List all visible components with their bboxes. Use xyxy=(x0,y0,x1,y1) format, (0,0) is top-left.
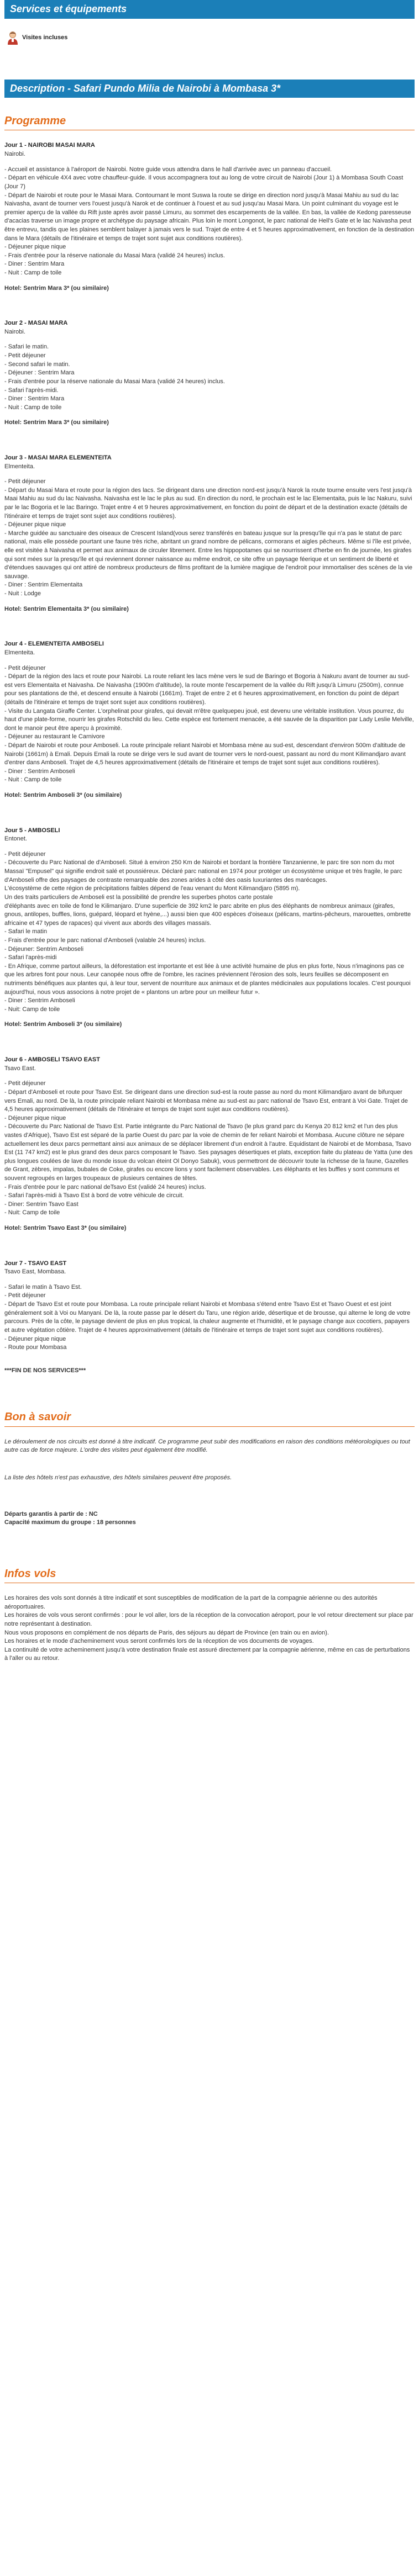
day-line: - Départ de Tsavo Est et route pour Mombasa. La route principale reliant Nairobi et Mombasa s'étend entre Tsavo Est et Tsavo Ouest et est joint généralement soit à Voi ou Manyani. De là, la route passe par le désert du Taru, une région aride, désertique et de brousse, qui alterne le long de votre parcours. Près de la côte, le paysage devient de plus en plus tropical, la chaleur augmente et l'humidité, et le paysage change aux cocotiers, papayers et autre végétation côtière. Trajet de 4 heures approximativement (détails de l'itinéraire et temps de trajet sont sujet aux conditions routières). xyxy=(4,1301,411,1334)
bon-a-savoir-divider xyxy=(4,1426,415,1427)
day-location: Tsavo East, Mombasa. xyxy=(4,1268,66,1276)
day-line: - Petit déjeuner xyxy=(4,664,46,671)
day-title: Jour 6 - AMBOSELI TSAVO EAST xyxy=(4,1056,100,1064)
infos-vols-line: Nous vous proposons en complément de nos départs de Paris, des séjours au départ de Province (en train ou en avion). xyxy=(4,1629,329,1636)
day-line: - Accueil et assistance à l'aéroport de Nairobi. Notre guide vous attendra dans le hall d'arrivée avec un panneau d'accueil. xyxy=(4,166,332,173)
infos-vols-line: Les horaires de vols vous seront confirmés : pour le vol aller, lors de la réception de la convocation aéroport, pour le vol retour directement sur place par notre représentant à destination. xyxy=(4,1612,413,1627)
day-line: - Départ de Nairobi et route pour Amboseli. La route principale reliant Nairobi et Mombasa mène au sud-est, descendant d'environ 500m d'altitude de Nairobi (1661m) à Emali. Depuis Emali la route se dirige vers le sud avant de tourner vers le nord-ouest, passant au nord du mont Kilimandjaro avant d'entrer dans Amboseli. Trajet de 4,5 heures approximativement (détails de l'itinéraire et temps de trajet sont sujet aux conditions routières). xyxy=(4,742,406,766)
day-title: Jour 3 - MASAI MARA ELEMENTEITA xyxy=(4,454,112,461)
day-hotel: Hotel: Sentrim Amboseli 3* (ou similaire) xyxy=(4,1021,122,1028)
day-line: - Safari l'après-midi. xyxy=(4,387,59,394)
day-block xyxy=(4,1260,415,1360)
day-line: - Diner : Sentrim Mara xyxy=(4,395,65,403)
day-line: - Découverte du Parc National de Tsavo Est. Partie intégrante du Parc National de Tsavo (le plus grand parc du Kenya 20 812 km2 et l'un des plus vastes d'Afrique), Tsavo Est est séparé de la partie Ouest du parc par la voie de chemin de fer reliant Nairobi et Mombasa. Aucune clôture ne sépare actuellement les deux parcs permettant ainsi aux animaux de se déplacer librement d'un endroit à l'autre. Equidistant de Nairobi et de Mombasa, Tsavo Est (11 747 km2) est le plus grand des deux parcs composant le Tsavo. Ses paysages désertiques et plats, exception faite du plateau de Yatta (une des plus longues coulées de lave du monde issue du volcan éteint Ol Donyo Sabuk), vous permettront de découvrir toute la richesse de la faune, Gazelles de Grant, zèbres, impalas, bubales de Coke, girafes ou encore lions y sont facilement observables. Les éléphants et les buffles y sont communs et souvent regroupés en larges troupeaux de plusieurs centaines de têtes. xyxy=(4,1123,413,1182)
day-block xyxy=(4,454,415,613)
day-line: Un des traits particuliers de Amboseli est la possibilité de prendre les superbes photos carte postale xyxy=(4,893,273,901)
programme-days xyxy=(4,141,415,1360)
day-line: - Second safari le matin. xyxy=(4,361,70,368)
departs-garantis: Départs garantis à partir de : NC xyxy=(4,1510,98,1517)
day-line: - Safari le matin xyxy=(4,928,48,935)
day-hotel: Hotel: Sentrim Tsavo East 3* (ou similaire) xyxy=(4,1225,127,1232)
day-line: - Route pour Mombasa xyxy=(4,1344,67,1351)
infos-vols-line: Les horaires et le mode d'acheminement vous seront confirmés lors de la réception de vos documents de voyages. xyxy=(4,1638,314,1645)
day-line: - Frais d'entrée pour la réserve nationale du Masai Mara (validé 24 heures) inclus. xyxy=(4,378,225,385)
day-line: - Diner : Sentrim Amboseli xyxy=(4,997,75,1004)
infos-vols-line: Les horaires des vols sont donnés à titre indicatif et sont susceptibles de modification de la part de la compagnie aérienne ou des autorités aéroportuaires. xyxy=(4,1595,378,1610)
day-line: - Nuit : Camp de toile xyxy=(4,776,62,784)
day-hotel: Hotel: Sentrim Amboseli 3* (ou similaire) xyxy=(4,792,122,799)
day-line: - Diner : Sentrim Mara xyxy=(4,261,65,268)
bon-a-savoir-para-2: La liste des hôtels n'est pas exhaustive, des hôtels similaires peuvent être proposés. xyxy=(4,1474,232,1481)
day-line: - Nuit : Lodge xyxy=(4,590,41,597)
day-line: - Petit déjeuner xyxy=(4,478,46,485)
day-line: - Déjeuner: Sentrim Amboseli xyxy=(4,945,84,953)
infos-vols-lines xyxy=(4,1594,415,1663)
day-title: Jour 2 - MASAI MARA xyxy=(4,320,68,327)
day-line: - Départ d'Amboseli et route pour Tsavo Est. Se dirigeant dans une direction sud-est la route passe au nord du mont Kilimandjaro avant de bifurquer vers Emali, au nord. De là, la route principale reliant Nairobi et Mombasa mène au sud-est au parc national de Tsavo Est, entrant à Voi Gate. Trajet de 4,5 heures approximativement (détails de l'itinéraire et temps de trajet sont sujet aux conditions routières). xyxy=(4,1088,408,1113)
day-line: - Safari le matin. xyxy=(4,343,49,351)
day-block xyxy=(4,1056,415,1233)
day-title: Jour 5 - AMBOSELI xyxy=(4,827,60,834)
day-line: L'écosystème de cette région de précipitations faibles dépend de l'eau venant du Mont Kilimandjaro (5895 m). xyxy=(4,885,300,892)
day-line: - Départ en véhicule 4X4 avec votre chauffeur-guide. Il vous accompagnera tout au long de votre circuit de Nairobi (Jour 1) à Mombasa South Coast (Jour 7) xyxy=(4,174,404,190)
day-line: - Déjeuner : Sentrim Mara xyxy=(4,369,75,377)
services-item xyxy=(4,19,415,60)
programme-title: Programme xyxy=(4,115,66,128)
day-hotel: Hotel: Sentrim Elementaita 3* (ou similaire) xyxy=(4,605,129,612)
day-line: d'éléphants avec en toile de fond le Kilimanjaro. D'une superficie de 392 km2 le parc abrite en plus des éléphants de nombreux animaux (girafes, gnous, antilopes, buffles, lions, guépard, léopard et hyène,...) aussi bien que 400 espèces d'oiseaux (pélicans, martins-pêcheurs, marouettes, ombrette africaine et 47 types de rapaces) qui vivent aux abords des villages massaïs. xyxy=(4,902,411,927)
day-location: Tsavo East. xyxy=(4,1065,36,1072)
day-line: - Safari l'après-midi xyxy=(4,954,57,961)
bon-a-savoir-title: Bon à savoir xyxy=(4,1411,71,1424)
day-hotel: Hotel: Sentrim Mara 3* (ou similaire) xyxy=(4,284,109,292)
infos-vols-title: Infos vols xyxy=(4,1567,56,1580)
day-line: - Marche guidée au sanctuaire des oiseaux de Crescent Island(vous serez transférés en bateau jusque sur la presqu'île qui n'a pas le statut de parc national, mais elle possède pourtant une faune très riche, abritant un grand nombre de pélicans, cormorans et aigles pêcheurs. Même si l'île est privée, elle est visitée à Naivasha et permet aux animaux de circuler librement. Entre les hippopotames qui se nourrissent d'herbe en fin de journée, les girafes qui sont mées sur la presqu'île et qui reviennent donner naissance au même endroit, ce site offre un paysage féerique et un sentiment de liberté et d'étendues sauvages qui ont attiré de nombreux producteurs de films profitant de la lumière magique de l'endroit pour immortaliser des scènes de la vie sauvage. xyxy=(4,530,412,580)
day-location: Elmenteita. xyxy=(4,463,35,470)
capacite-groupe: Capacité maximum du groupe : 18 personnes xyxy=(4,1519,136,1526)
day-line: - Petit déjeuner xyxy=(4,352,46,359)
description-header: Description - Safari Pundo Milia de Nairobi à Mombasa 3* xyxy=(4,80,415,98)
day-line: - Déjeuner pique nique xyxy=(4,244,66,251)
day-line: - Départ de la région des lacs et route pour Nairobi. La route reliant les lacs mène vers le sud de Baringo et Bogoria à Nakuru avant de tourner au sud-est vers Elementaita et Naivasha. De Naivasha (1900m d'altitude), la route monte l'escarpement de la vallée du Rift jusqu'à Limuru (2500m), connue pour ses plantations de thé, et descend ensuite à Nairobi (1661m). Trajet de entre 2 et 6 heures approximativement, en fonction du point de départ (détails de l'itinéraire et temps de trajet sont sujet aux conditions routières). xyxy=(4,673,410,706)
day-block xyxy=(4,640,415,800)
end-note: ***FIN DE NOS SERVICES*** xyxy=(4,1367,86,1374)
day-line: - Safari l'après-midi à Tsavo Est à bord de votre véhicule de circuit. xyxy=(4,1192,184,1199)
day-line: - Déjeuner pique nique xyxy=(4,1114,66,1122)
services-header: Services et équipements xyxy=(4,0,415,19)
day-line: - En Afrique, comme partout ailleurs, la déforestation est importante et est liée à une activité humaine de plus en plus forte, Nous n'imaginons pas ce que les arbres font pour nous. Leur canopée nous offre de l'ombre, les racines préviennent l'érosion des sols, leurs feuilles se décomposent en nutriments bénéfiques aux plantes qui, à leur tour, servent de nourriture aux animaux et de plantes médicinales aux populations locales. C'est pourquoi aujourd'hui, nous vous associons à notre projet de « plantons un arbre pour un meilleur futur ». xyxy=(4,962,411,996)
day-line: - Petit déjeuner xyxy=(4,1080,46,1087)
day-line: - Diner : Sentrim Amboseli xyxy=(4,768,75,775)
day-line: - Départ du Masai Mara et route pour la région des lacs. Se dirigeant dans une direction nord-est jusqu'à Narok la route tourne ensuite vers l'est jusqu'à Maai Mahiu au sud du lac Naivasha. Naivasha est le lac le plus au sud. En direction du nord, le prochain est le lac Elementaita, puis le lac Nakuru, suivi par le lac Bogoria et le lac Baringo. Trajet entre 4 et 9 heures approximativement, en fonction du point de départ et de la destination exacte (détails de l'itinéraire et temps de trajet sont sujet aux conditions routières). xyxy=(4,486,412,520)
day-line: - Nuit : Camp de toile xyxy=(4,269,62,277)
infos-vols-line: La continuité de votre acheminement jusqu'à votre destination finale est assuré directement par la compagnie aérienne, même en cas de perturbations à l'aller ou au retour. xyxy=(4,1646,410,1662)
day-hotel: Hotel: Sentrim Mara 3* (ou similaire) xyxy=(4,419,109,426)
person-icon xyxy=(7,31,19,45)
day-location: Nairobi. xyxy=(4,151,25,158)
day-block xyxy=(4,319,415,427)
day-line: - Déjeuner pique nique xyxy=(4,1335,66,1342)
day-line: - Safari le matin à Tsavo Est. xyxy=(4,1283,82,1290)
services-item-label: Visites incluses xyxy=(22,34,68,41)
day-title: Jour 1 - NAIROBI MASAI MARA xyxy=(4,142,95,149)
day-line: - Frais d'entrée pour le parc national deTsavo Est (validé 24 heures) inclus. xyxy=(4,1183,206,1191)
day-block xyxy=(4,827,415,1029)
day-line: - Déjeuner au restaurant le Carnivore xyxy=(4,733,105,740)
day-location: Elmenteita. xyxy=(4,649,35,656)
day-location: Entonet. xyxy=(4,835,27,843)
day-line: - Nuit: Camp de toile xyxy=(4,1209,60,1216)
bon-a-savoir-para-1: Le déroulement de nos circuits est donné à titre indicatif. Ce programme peut subir des modifications en raison des conditions météorologiques ou tout autre cas de force majeure. L'ordre des visites peut également être modifié. xyxy=(4,1438,410,1454)
day-line: - Nuit : Camp de toile xyxy=(4,404,62,411)
day-line: - Petit déjeuner xyxy=(4,850,46,858)
day-line: - Petit déjeuner xyxy=(4,1292,46,1299)
day-block xyxy=(4,141,415,293)
day-line: - Départ de Nairobi et route pour le Masai Mara. Contournant le mont Suswa la route se dirige en direction nord jusqu'à Masai Mahiu au sud du lac Naivasha, avant de tourner vers l'ouest jusqu'à Narok et de continuer à l'ouest et au sud jusqu'au Masai Mara. Un point culminant du voyage est le premier aperçu de la vallée du Rift juste après avoir passé Limuru, au sommet des escarpements de la vallée. En bas, la vallée de Kedong paresseuse d'acacias traverse un image propre et archétype du paysage africain. Plus loin le mont Longonot, le parc national de Hell's Gate et le lac Naivasha peut être entrevu, tandis que les plaines semblent balayer à jamais vers le sud. Trajet de entre 4 et 5 heures approximativement, en fonction de la destination dans le Mara (détails de l'itinéraire et temps de trajet sont sujet aux conditions routières). xyxy=(4,192,415,242)
day-line: - Déjeuner pique nique xyxy=(4,521,66,528)
day-line: - Diner: Sentrim Tsavo East xyxy=(4,1200,78,1208)
day-line: - Nuit: Camp de toile xyxy=(4,1006,60,1013)
day-title: Jour 4 - ELEMENTEITA AMBOSELI xyxy=(4,641,104,648)
day-line: - Découverte du Parc National de d'Amboseli. Situé à environ 250 Km de Nairobi et bordant la frontière Tanzanienne, le parc tire son nom du mot Massaï "Empusel" qui signifie endroit salé et poussiéreux. Déclaré parc national en 1974 pour protéger un écosystème unique et très fragile, le parc d'Amboseli offre des paysages de contraste remarquable des zones arides à côté des oasis luxuriantes des marécages. xyxy=(4,859,402,884)
day-location: Nairobi. xyxy=(4,328,25,335)
day-line: - Visite du Langata Giraffe Center. L'orphelinat pour girafes, qui devait m'être quelquepeu joué, est devenu une véritable institution. Vous pourrez, du haut d'une plate-forme, nourrir les girafes Rotschild du lieu. Cette espèce est fortement menacée, a été sauvée de la disparition par Lady Leslie Melville, dont le manoir peut être aperçu à proximité. xyxy=(4,707,414,732)
day-line: - Diner : Sentrim Elementaita xyxy=(4,581,83,589)
day-line: - Frais d'entrée pour le parc national d'Amboseli (valable 24 heures) inclus. xyxy=(4,937,206,944)
day-title: Jour 7 - TSAVO EAST xyxy=(4,1260,67,1267)
day-line: - Frais d'entrée pour la réserve nationale du Masai Mara (validé 24 heures) inclus. xyxy=(4,252,225,259)
